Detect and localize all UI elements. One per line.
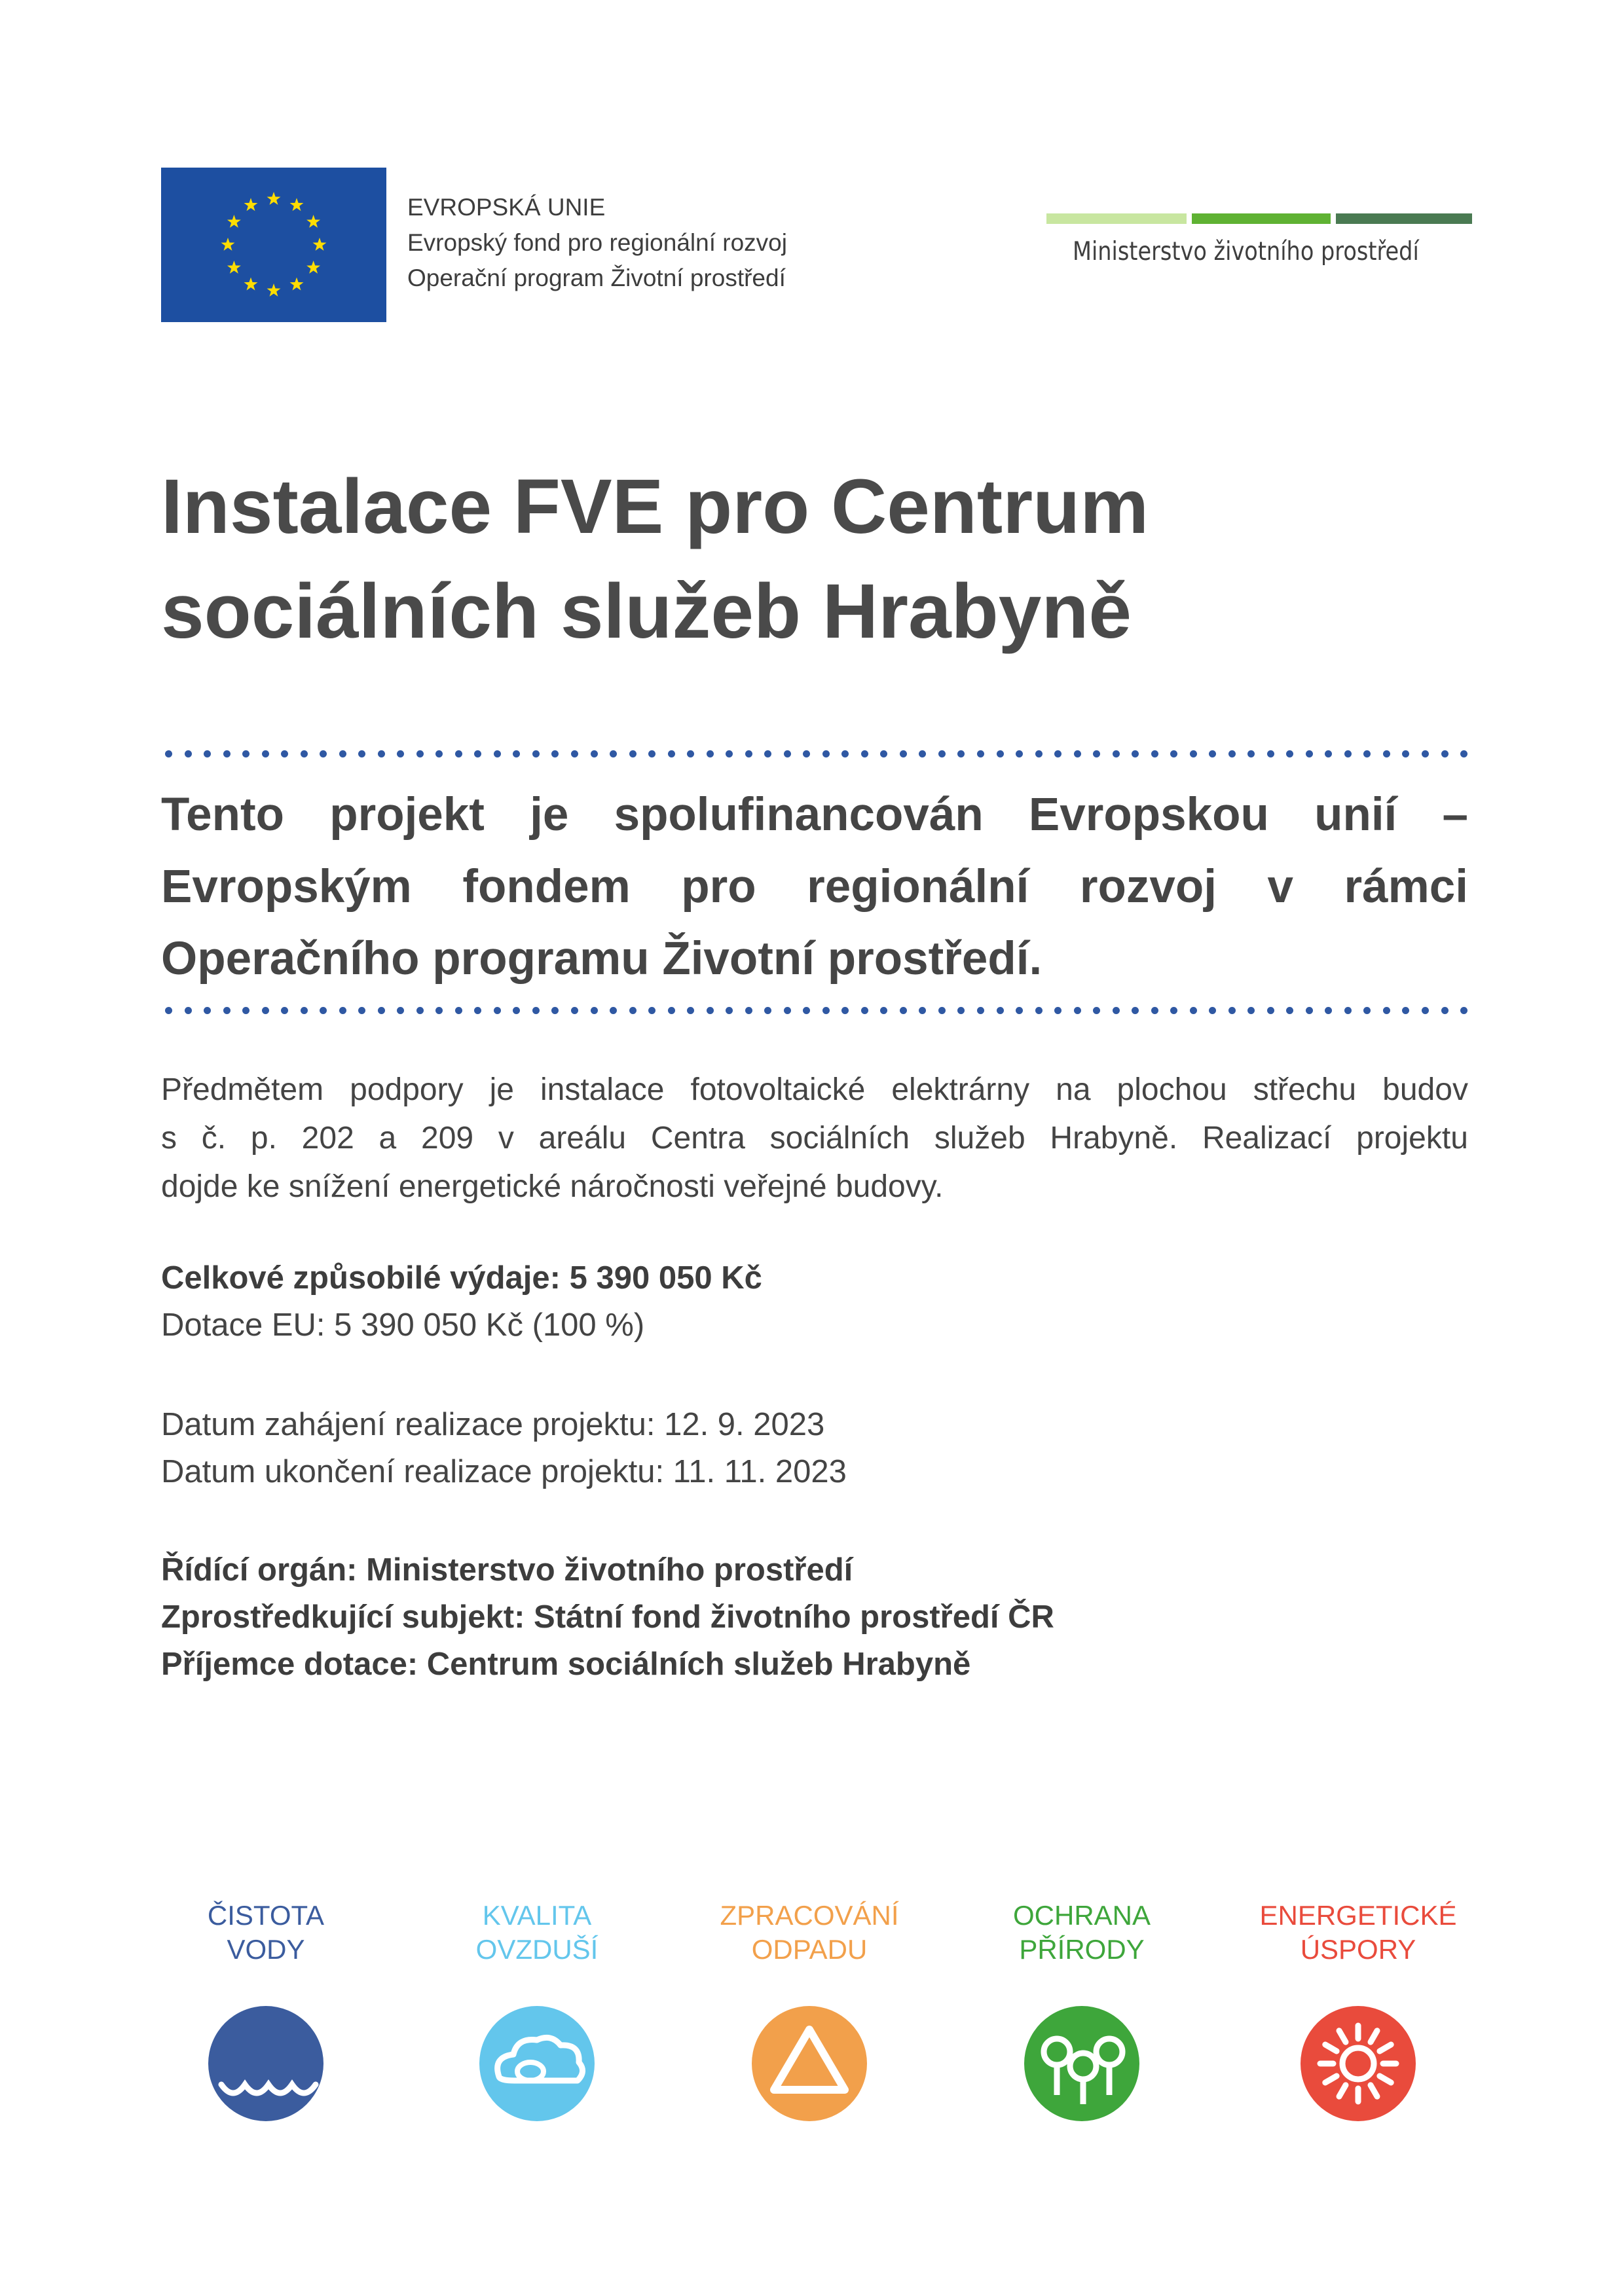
description-word: je [489,1072,514,1107]
divider-dot [1054,750,1061,757]
eu-star [267,283,281,297]
category-label: ZPRACOVÁNÍ [720,1900,899,1931]
divider-dot [571,750,578,757]
divider-dot [1228,1007,1236,1014]
divider-dot [223,750,231,757]
divider-dot [668,1007,675,1014]
divider-dot [1247,1007,1255,1014]
divider-dot [242,1007,249,1014]
category-energy [1221,1899,1496,2121]
divider-dot [1402,750,1409,757]
divider-dot [668,750,675,757]
description-word: fotovoltaické [690,1072,866,1107]
cofunding-word: spolufinancován [614,789,984,841]
description-word: podpory [350,1072,464,1107]
eu-star [227,215,241,228]
divider-dot [358,1007,365,1014]
divider-dot [687,1007,694,1014]
description-word: projektu [1356,1121,1468,1156]
divider-dot [339,750,346,757]
divider-dot [551,750,559,757]
divider-dot [707,750,714,757]
category-label: ÚSPORY [1300,1934,1416,1965]
title-line: Instalace FVE pro Centrum [161,464,1149,550]
eu-programme-text [407,190,787,296]
divider-dot [1344,1007,1352,1014]
divider-dot [378,1007,385,1014]
eu-star [313,238,327,251]
divider-dot [301,750,308,757]
ministry-bar [1336,213,1472,224]
divider-dot [242,750,249,757]
cofunding-word: Evropským [161,861,412,913]
divider-dot [629,1007,637,1014]
eu-flag-logo [161,168,386,322]
divider-dot [977,1007,984,1014]
category-label: OVZDUŠÍ [475,1934,599,1965]
divider-dot [1035,750,1043,757]
divider-dot [977,750,984,757]
eu-stars-icon [161,168,386,322]
divider-dot [1363,1007,1371,1014]
divider-dot [397,1007,404,1014]
divider-dot [841,1007,849,1014]
divider-dot [494,750,501,757]
divider-dot [223,1007,231,1014]
description-line: dojde ke snížení energetické náročnosti veřejné budovy. [161,1169,944,1204]
grant-recipient: Příjemce dotace: Centrum sociálních služeb Hrabyně [161,1647,971,1682]
description-word: sociálních [769,1121,910,1156]
description-word: s [161,1121,177,1156]
divider-dot [185,1007,192,1014]
divider-dot [1441,1007,1449,1014]
divider-dot [687,750,694,757]
divider-dot [1113,1007,1120,1014]
divider-dot [1402,1007,1409,1014]
divider-dot [1016,1007,1023,1014]
divider-dot [513,750,520,757]
ministry-label: Ministerstvo životního prostředí [1073,237,1419,266]
cofunding-word: pro [681,861,756,913]
description-word: Předmětem [161,1072,324,1107]
divider-dot [880,750,887,757]
divider-dot [745,1007,752,1014]
divider-dot [822,1007,830,1014]
eu-line: Evropský fond pro regionální rozvoj [407,229,787,256]
divider-dot [1228,750,1236,757]
divider-dot [378,750,385,757]
divider-dot [880,1007,887,1014]
eu-star [221,238,235,251]
divider-dot [803,1007,810,1014]
dotted-divider [165,750,1468,758]
divider-dot [281,750,288,757]
ministry-bar [1192,213,1331,224]
divider-dot [339,1007,346,1014]
category-label: OCHRANA [1012,1900,1151,1931]
sun-ray [1325,2045,1337,2051]
divider-dot [1132,1007,1139,1014]
cofunding-word: Evropskou [1028,789,1269,841]
cloud-icon [479,2006,595,2121]
description-word: Hrabyně. [1050,1121,1178,1156]
page-title [161,454,1438,664]
trees-icon [1024,2006,1139,2121]
ministry-bar [1046,213,1187,224]
description-word: p. [250,1121,277,1156]
divider-dot [1344,750,1352,757]
description-line [161,1066,1468,1114]
start-date: Datum zahájení realizace projektu: 12. 9. 2023 [161,1407,825,1442]
divider-dot [320,750,327,757]
divider-dot [1170,750,1177,757]
divider-dot [262,750,269,757]
divider-dot [610,750,617,757]
category-label: ODPADU [751,1934,868,1965]
category-nature [944,1899,1219,2121]
category-label: PŘÍRODY [1019,1934,1145,1965]
eu-star [244,278,258,291]
divider-dot [1286,1007,1293,1014]
divider-dot [1306,1007,1313,1014]
divider-dot [416,750,424,757]
divider-dot [1132,750,1139,757]
eu-line: Operační program Životní prostředí [407,264,786,291]
divider-dot [900,1007,907,1014]
divider-dot [474,750,481,757]
eu-star [306,215,320,228]
description-line [161,1114,1468,1163]
category-label: VODY [227,1934,305,1965]
sun-ray [1380,2076,1391,2083]
divider-dot [745,750,752,757]
description-word: elektrárny [891,1072,1030,1107]
divider-dot [1325,750,1332,757]
description-word: a [378,1121,397,1156]
divider-dot [726,750,733,757]
divider-dot [204,1007,211,1014]
cofunding-word: Tento [161,789,284,841]
divider-dot [1016,750,1023,757]
divider-dot [262,1007,269,1014]
description-word: v [498,1121,514,1156]
cofunding-word: rozvoj [1079,861,1217,913]
divider-dot [707,1007,714,1014]
divider-dot [455,750,462,757]
divider-dot [474,1007,481,1014]
divider-dot [513,1007,520,1014]
dotted-divider [165,1007,1468,1015]
divider-dot [957,750,965,757]
divider-dot [1054,1007,1061,1014]
divider-dot [997,1007,1004,1014]
project-description [161,1066,1468,1211]
divider-dot [841,750,849,757]
description-word: plochou [1116,1072,1227,1107]
cofunding-word: v [1267,861,1293,913]
divider-dot [938,750,946,757]
divider-dot [455,1007,462,1014]
project-costs [161,1254,762,1349]
category-label: ČISTOTA [207,1900,325,1931]
divider-dot [435,1007,443,1014]
sun-ray [1371,2085,1377,2096]
sun-icon [1301,2006,1416,2121]
description-word: areálu [538,1121,627,1156]
description-word: střechu [1253,1072,1357,1107]
divider-dot [1190,1007,1197,1014]
divider-dot [784,1007,791,1014]
divider-dot [532,1007,540,1014]
divider-dot [726,1007,733,1014]
description-word: instalace [540,1072,665,1107]
divider-dot [591,1007,598,1014]
sun-ray [1339,2031,1346,2042]
cofunding-statement [161,779,1468,995]
managing-authority: Řídící orgán: Ministerstvo životního prostředí [161,1552,853,1588]
description-word: Realizací [1202,1121,1332,1156]
divider-dot [1035,1007,1043,1014]
divider-dot [822,750,830,757]
divider-dot [435,750,443,757]
category-water [128,1899,403,2121]
sun-ray [1325,2076,1337,2083]
divider-dot [185,750,192,757]
divider-dot [1460,750,1467,757]
description-word: Centra [650,1121,745,1156]
divider-dot [1325,1007,1332,1014]
description-word: 209 [421,1121,474,1156]
cofunding-word: rámci [1344,861,1468,913]
cofunding-line: Operačního programu Životní prostředí. [161,933,1043,985]
divider-dot [629,750,637,757]
divider-dot [861,750,868,757]
divider-dot [281,1007,288,1014]
cofunding-line [161,851,1468,923]
category-label: ENERGETICKÉ [1259,1900,1457,1931]
divider-dot [591,750,598,757]
eu-star [267,192,281,205]
cofunding-word: je [530,789,569,841]
divider-dot [1209,750,1216,757]
divider-dot [320,1007,327,1014]
divider-dot [1286,750,1293,757]
divider-dot [1170,1007,1177,1014]
divider-dot [1267,1007,1274,1014]
divider-dot [416,1007,424,1014]
divider-dot [358,750,365,757]
sun-ray [1380,2045,1391,2051]
divider-dot [900,750,907,757]
divider-dot [1093,750,1100,757]
sun-ray [1371,2031,1377,2042]
description-word: 202 [301,1121,354,1156]
divider-dot [301,1007,308,1014]
divider-dot [1460,1007,1467,1014]
divider-dot [1074,1007,1081,1014]
project-bodies [161,1546,1054,1688]
divider-dot [1151,750,1158,757]
divider-dot [1363,750,1371,757]
end-date: Datum ukončení realizace projektu: 11. 11. 2023 [161,1454,847,1489]
description-word: č. [201,1121,227,1156]
divider-dot [1151,1007,1158,1014]
divider-dot [571,1007,578,1014]
cofunding-word: fondem [462,861,631,913]
divider-dot [204,750,211,757]
divider-dot [165,1007,172,1014]
divider-dot [1267,750,1274,757]
divider-dot [1441,750,1449,757]
eu-star [306,261,320,274]
divider-dot [861,1007,868,1014]
eu-star [290,198,304,211]
eu-star [290,278,304,291]
sun-ray [1339,2085,1346,2096]
cofunding-word: regionální [807,861,1029,913]
eligible-costs: Celkové způsobilé výdaje: 5 390 050 Kč [161,1260,762,1296]
recycle-triangle-icon [752,2006,867,2121]
eu-line: EVROPSKÁ UNIE [407,194,606,221]
divider-dot [1247,750,1255,757]
divider-dot [1074,750,1081,757]
intermediate-body: Zprostředkující subjekt: Státní fond životního prostředí ČR [161,1599,1054,1635]
divider-dot [764,1007,771,1014]
divider-dot [764,750,771,757]
eu-star [244,198,258,211]
divider-dot [610,1007,617,1014]
divider-dot [648,750,655,757]
divider-dot [1422,750,1429,757]
divider-dot [648,1007,655,1014]
divider-dot [165,750,172,757]
divider-dot [1209,1007,1216,1014]
project-dates [161,1401,847,1495]
divider-dot [938,1007,946,1014]
divider-dot [1383,750,1390,757]
category-waste [672,1899,947,2121]
title-line: sociálních služeb Hrabyně [161,568,1132,655]
water-icon [208,2006,323,2121]
divider-dot [1306,750,1313,757]
divider-dot [1190,750,1197,757]
eu-star [227,261,241,274]
divider-dot [919,750,926,757]
cofunding-word: projekt [329,789,485,841]
description-word: služeb [934,1121,1025,1156]
divider-dot [1383,1007,1390,1014]
divider-dot [1422,1007,1429,1014]
divider-dot [532,750,540,757]
description-word: na [1056,1072,1091,1107]
cofunding-word: unií [1314,789,1397,841]
divider-dot [1113,750,1120,757]
divider-dot [957,1007,965,1014]
category-label: KVALITA [482,1900,592,1931]
cofunding-word: – [1442,789,1468,841]
divider-dot [1093,1007,1100,1014]
eu-grant: Dotace EU: 5 390 050 Kč (100 %) [161,1307,645,1343]
divider-dot [919,1007,926,1014]
divider-dot [397,750,404,757]
divider-dot [997,750,1004,757]
category-air [399,1899,674,2121]
description-word: budov [1382,1072,1468,1107]
divider-dot [494,1007,501,1014]
cofunding-line [161,779,1468,851]
divider-dot [784,750,791,757]
divider-dot [803,750,810,757]
divider-dot [551,1007,559,1014]
ministry-logo-bars [1046,213,1472,224]
